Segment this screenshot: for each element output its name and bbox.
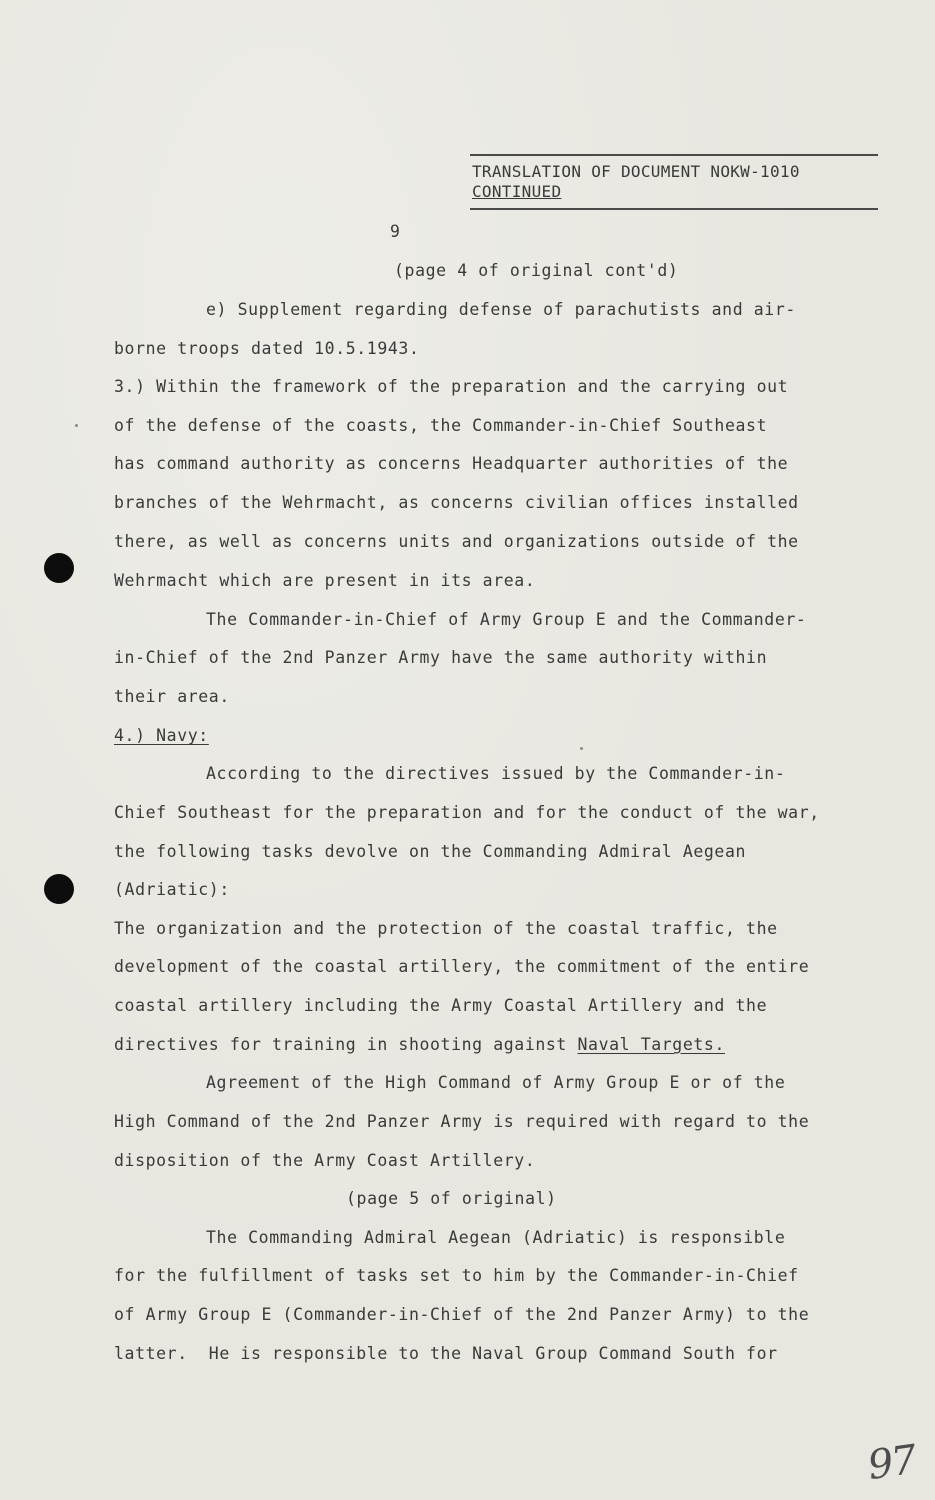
naval-targets-underlined: Naval Targets. xyxy=(577,1035,725,1054)
body-line: The Commander-in-Chief of Army Group E and the Commander- xyxy=(206,610,807,629)
body-line: latter. He is responsible to the Naval Group Command South for xyxy=(114,1344,778,1363)
body-line: 3.) Within the framework of the preparation and the carrying out xyxy=(114,377,789,396)
section-heading-navy: 4.) Navy: xyxy=(114,726,209,745)
page-reference-line: (page 4 of original cont'd) xyxy=(394,261,679,280)
header-line-1: TRANSLATION OF DOCUMENT NOKW-1010 xyxy=(472,162,800,181)
body-line: their area. xyxy=(114,687,230,706)
body-line: coastal artillery including the Army Coastal Artillery and the xyxy=(114,996,768,1015)
body-line: The Commanding Admiral Aegean (Adriatic) is responsible xyxy=(206,1228,786,1247)
body-line: According to the directives issued by the Commander-in- xyxy=(206,764,786,783)
body-line: of Army Group E (Commander-in-Chief of the 2nd Panzer Army) to the xyxy=(114,1305,810,1324)
header-line-2: CONTINUED xyxy=(472,182,562,201)
body-line: for the fulfillment of tasks set to him by the Commander-in-Chief xyxy=(114,1266,799,1285)
body-text: directives for training in shooting against xyxy=(114,1035,578,1054)
body-line: borne troops dated 10.5.1943. xyxy=(114,339,420,358)
body-line: branches of the Wehrmacht, as concerns civilian offices installed xyxy=(114,493,799,512)
body-line: e) Supplement regarding defense of parachutists and air- xyxy=(206,300,796,319)
body-line: High Command of the 2nd Panzer Army is required with regard to the xyxy=(114,1112,810,1131)
punch-hole-upper xyxy=(44,553,74,583)
body-line: Wehrmacht which are present in its area. xyxy=(114,571,536,590)
body-line xyxy=(114,1035,725,1055)
body-line: has command authority as concerns Headquarter authorities of the xyxy=(114,454,789,473)
header-top-rule xyxy=(470,154,878,156)
paper-speck xyxy=(75,424,78,427)
handwritten-page-number: 97 xyxy=(865,1436,918,1490)
body-line: Chief Southeast for the preparation and for the conduct of the war, xyxy=(114,803,820,822)
header-bottom-rule xyxy=(470,208,878,210)
body-line: of the defense of the coasts, the Commander-in-Chief Southeast xyxy=(114,416,768,435)
page-reference-line: (page 5 of original) xyxy=(346,1189,557,1208)
body-line: there, as well as concerns units and organizations outside of the xyxy=(114,532,799,551)
body-line: in-Chief of the 2nd Panzer Army have the same authority within xyxy=(114,648,768,667)
body-line: Agreement of the High Command of Army Group E or of the xyxy=(206,1073,786,1092)
punch-hole-lower xyxy=(44,874,74,904)
body-line: disposition of the Army Coast Artillery. xyxy=(114,1151,536,1170)
page-number: 9 xyxy=(390,222,401,241)
body-line: (Adriatic): xyxy=(114,880,230,899)
body-line: the following tasks devolve on the Commanding Admiral Aegean xyxy=(114,842,747,861)
paper-speck xyxy=(580,747,583,750)
body-line: development of the coastal artillery, the commitment of the entire xyxy=(114,957,810,976)
header-title xyxy=(472,162,878,202)
body-line: The organization and the protection of the coastal traffic, the xyxy=(114,919,778,938)
translation-header xyxy=(470,154,878,210)
